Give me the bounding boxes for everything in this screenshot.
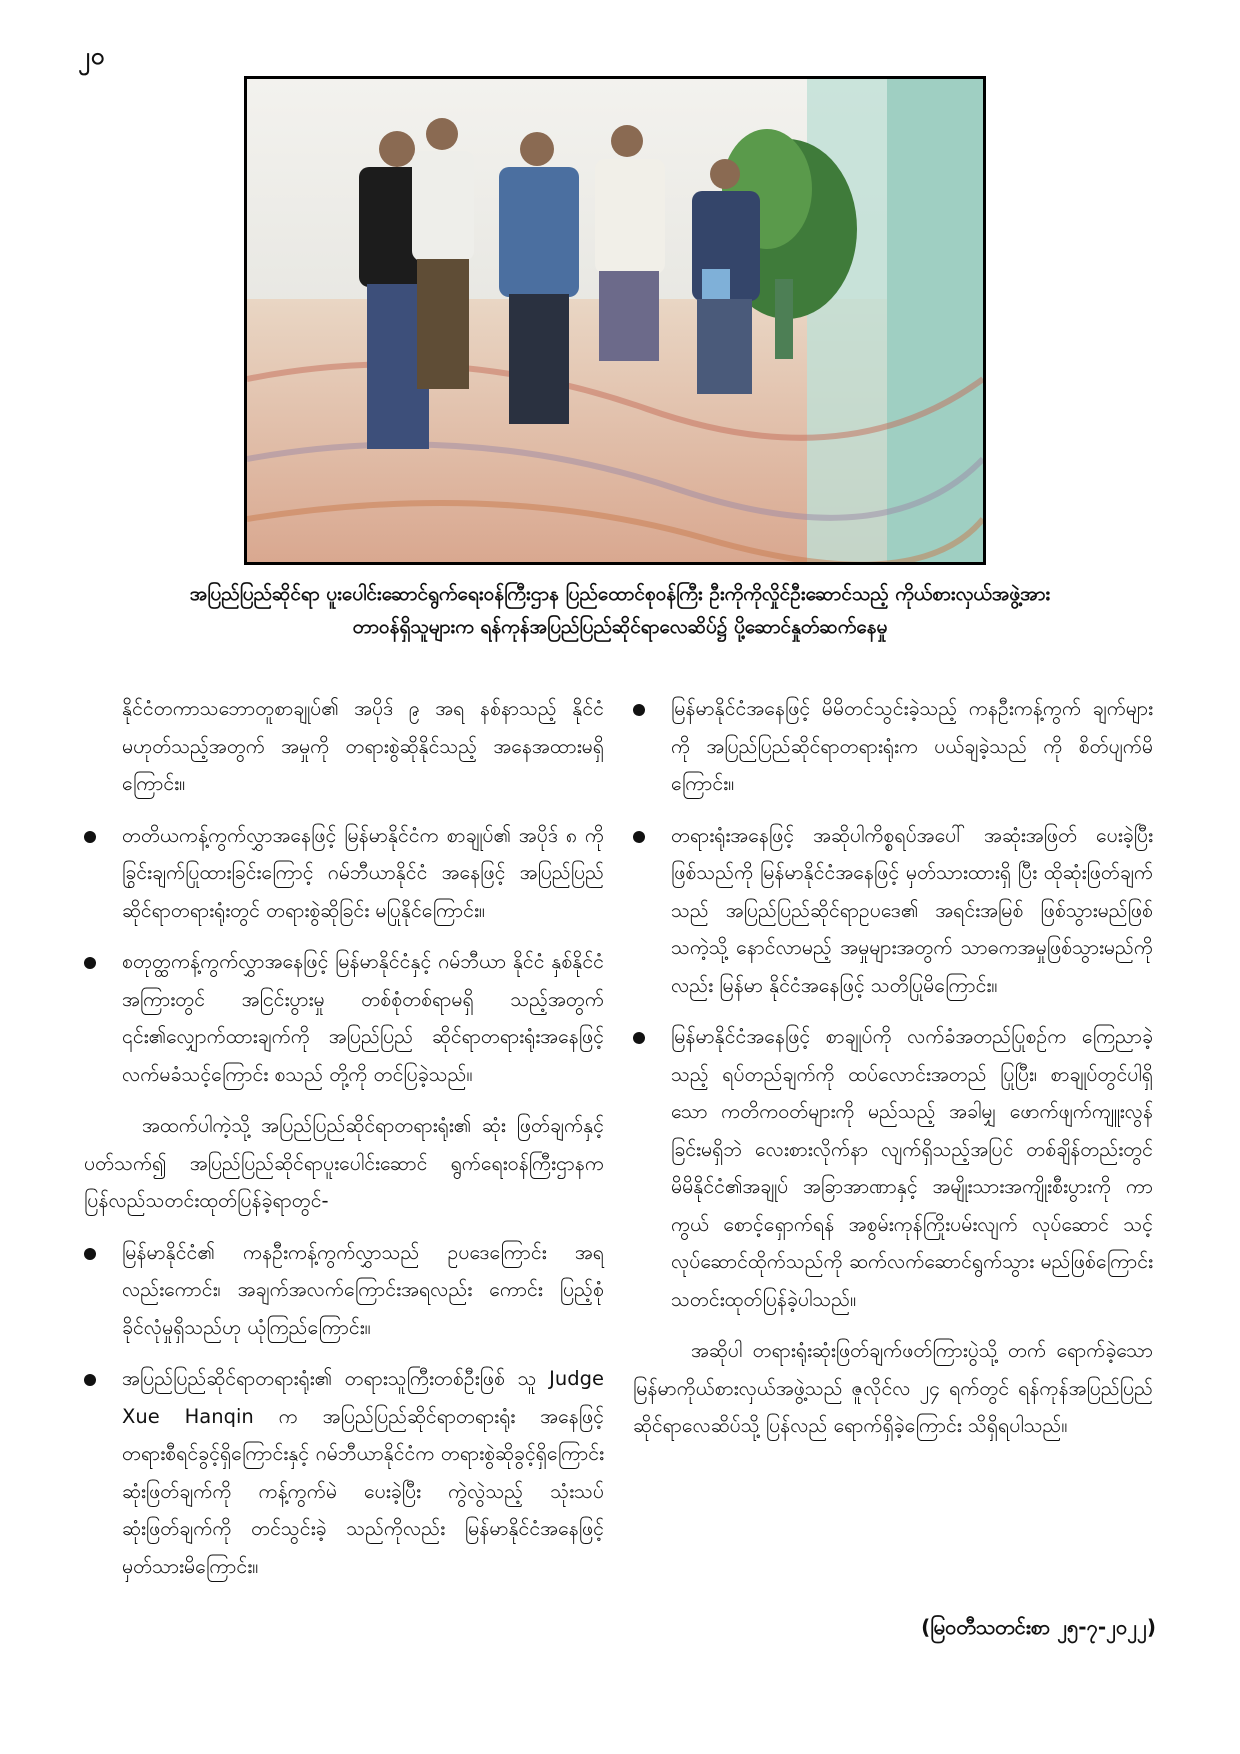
bullet-icon	[84, 957, 96, 969]
source-citation: (မြဝတီသတင်းစာ ၂၅-၇-၂၀၂၂)	[921, 1615, 1156, 1639]
bullet-text: မြန်မာနိုင်ငံအနေဖြင့် စာချုပ်ကို လက်ခံအတည်ပြုစဉ်က ကြေညာခဲ့သည့် ရပ်တည်ချက်ကို ထပ်လောင်းအတည် ပြုပြီး၊ စာချုပ်တွင်ပါရှိသော ကတိကဝတ်များကို မည်သည့် အခါမျှ ဖောက်ဖျက်ကျူးလွန်ခြင်းမရှိဘဲ လေးစားလိုက်နာ လျက်ရှိသည့်အပြင် တစ်ချိန်တည်းတွင် မိမိနိုင်ငံ၏အချုပ် အခြာအာဏာနှင့် အမျိုးသားအကျိုးစီးပွားကို ကာကွယ် စောင့်ရှောက်ရန် အစွမ်းကုန်ကြိုးပမ်းလျက် လုပ်ဆောင် သင့်လုပ်ဆောင်ထိုက်သည်ကို ဆက်လက်ဆောင်ရွက်သွား မည်ဖြစ်ကြောင်း သတင်းထုတ်ပြန်ခဲ့ပါသည်။	[671, 1025, 1153, 1311]
right-column	[633, 690, 1153, 1459]
bullet-text: စတုတ္ထကန့်ကွက်လွှာအနေဖြင့် မြန်မာနိုင်ငံနှင့် ဂမ်ဘီယာ နိုင်ငံ နှစ်နိုင်ငံအကြားတွင် အငြင်းပွားမှု တစ်စုံတစ်ရာမရှိ သည့်အတွက် ၎င်း၏လျှောက်ထားချက်ကို အပြည်ပြည် ဆိုင်ရာတရားရုံးအနေဖြင့် လက်မခံသင့်ကြောင်း စသည် တို့ကို တင်ပြခဲ့သည်။	[122, 950, 604, 1086]
bullet-item	[84, 1234, 604, 1347]
bullet-icon	[633, 1032, 645, 1044]
bullet-text: မြန်မာနိုင်ငံ၏ ကနဦးကန့်ကွက်လွှာသည် ဥပဒေကြောင်း အရလည်းကောင်း၊ အချက်အလက်ကြောင်းအရလည်း ကောင်း ပြည့်စုံခိုင်လုံမှုရှိသည်ဟု ယုံကြည်ကြောင်း။	[122, 1240, 604, 1339]
bullet-icon	[633, 831, 645, 843]
bullet-text: အပြည်ပြည်ဆိုင်ရာတရားရုံး၏ တရားသူကြီးတစ်ဦးဖြစ် သူ Judge Xue Hanqin က အပြည်ပြည်ဆိုင်ရာတရားရုံး အနေဖြင့် တရားစီရင်ခွင့်ရှိကြောင်းနှင့် ဂမ်ဘီယာနိုင်ငံက တရားစွဲဆိုခွင့်ရှိကြောင်း ဆုံးဖြတ်ချက်ကို ကန့်ကွက်မဲ ပေးခဲ့ပြီး ကွဲလွဲသည့် သုံးသပ်ဆုံးဖြတ်ချက်ကို တင်သွင်းခဲ့ သည်ကိုလည်း မြန်မာနိုင်ငံအနေဖြင့် မှတ်သားမိကြောင်း။	[122, 1367, 604, 1578]
bullet-icon	[84, 1248, 96, 1260]
photo-icon	[247, 79, 983, 562]
paragraph: အထက်ပါကဲ့သို့ အပြည်ပြည်ဆိုင်ရာတရားရုံး၏ ဆုံး ဖြတ်ချက်နှင့်ပတ်သက်၍ အပြည်ပြည်ဆိုင်ရာပူးပေါင်းဆောင် ရွက်ရေးဝန်ကြီးဌာနက ပြန်လည်သတင်းထုတ်ပြန်ခဲ့ရာတွင်-	[84, 1114, 604, 1212]
bullet-item	[633, 817, 1153, 1005]
bullet-item	[633, 690, 1153, 803]
bullet-icon	[84, 1374, 96, 1386]
caption-line-1: အပြည်ပြည်ဆိုင်ရာ ပူးပေါင်းဆောင်ရွက်ရေးဝန်ကြီးဌာန ပြည်ထောင်စုဝန်ကြီး ဦးကိုကိုလှိုင်ဦးဆောင်သည့် ကိုယ်စားလှယ်အဖွဲ့အား	[189, 583, 1051, 605]
bullet-text: မြန်မာနိုင်ငံအနေဖြင့် မိမိတင်သွင်းခဲ့သည့် ကနဦးကန့်ကွက် ချက်များကို အပြည်ပြည်ဆိုင်ရာတရားရုံးက ပယ်ချခဲ့သည် ကို စိတ်ပျက်မိကြောင်း။	[671, 697, 1153, 795]
bullet-item	[633, 1018, 1153, 1318]
page-number: ၂၀	[78, 42, 106, 70]
bullet-item	[84, 943, 604, 1093]
paragraph: အဆိုပါ တရားရုံးဆုံးဖြတ်ချက်ဖတ်ကြားပွဲသို့ တက် ရောက်ခဲ့သော မြန်မာကိုယ်စားလှယ်အဖွဲ့သည် ဇူလိုင်လ ၂၄ ရက်တွင် ရန်ကုန်အပြည်ပြည်ဆိုင်ရာလေဆိပ်သို့ ပြန်လည် ရောက်ရှိခဲ့ကြောင်း သိရှိရပါသည်။	[633, 1339, 1153, 1437]
paragraph: နိုင်ငံတကာသဘောတူစာချုပ်၏ အပိုဒ် ၉ အရ နစ်နာသည့် နိုင်ငံမဟုတ်သည့်အတွက် အမှုကို တရားစွဲဆိုနိုင်သည့် အနေအထားမရှိကြောင်း။	[122, 697, 604, 795]
bullet-icon	[84, 831, 96, 843]
news-photo	[244, 76, 986, 565]
caption-line-2: တာဝန်ရှိသူများက ရန်ကုန်အပြည်ပြည်ဆိုင်ရာလေဆိပ်၌ ပို့ဆောင်နှုတ်ဆက်နေမှု	[352, 616, 888, 638]
photo-caption	[80, 578, 1160, 644]
bullet-icon	[633, 704, 645, 716]
bullet-item	[84, 817, 604, 930]
bullet-text: တတိယကန့်ကွက်လွှာအနေဖြင့် မြန်မာနိုင်ငံက စာချုပ်၏ အပိုဒ် ၈ ကို ခြွင်းချက်ပြုထားခြင်းကြောင့် ဂမ်ဘီယာနိုင်ငံ အနေဖြင့် အပြည်ပြည်ဆိုင်ရာတရားရုံးတွင် တရားစွဲဆိုခြင်း မပြုနိုင်ကြောင်း။	[122, 823, 604, 922]
bullet-text: တရားရုံးအနေဖြင့် အဆိုပါကိစ္စရပ်အပေါ် အဆုံးအဖြတ် ပေးခဲ့ပြီးဖြစ်သည်ကို မြန်မာနိုင်ငံအနေဖြင့် မှတ်သားထားရှိ ပြီး ထိုဆုံးဖြတ်ချက်သည် အပြည်ပြည်ဆိုင်ရာဥပဒေ၏ အရင်းအမြစ် ဖြစ်သွားမည်ဖြစ်သကဲ့သို့ နောင်လာမည့် အမှုများအတွက် သာဓကအမှုဖြစ်သွားမည်ကိုလည်း မြန်မာ နိုင်ငံအနေဖြင့် သတိပြုမိကြောင်း။	[671, 823, 1153, 997]
bullet-item	[84, 1360, 604, 1585]
left-column	[84, 690, 604, 1599]
